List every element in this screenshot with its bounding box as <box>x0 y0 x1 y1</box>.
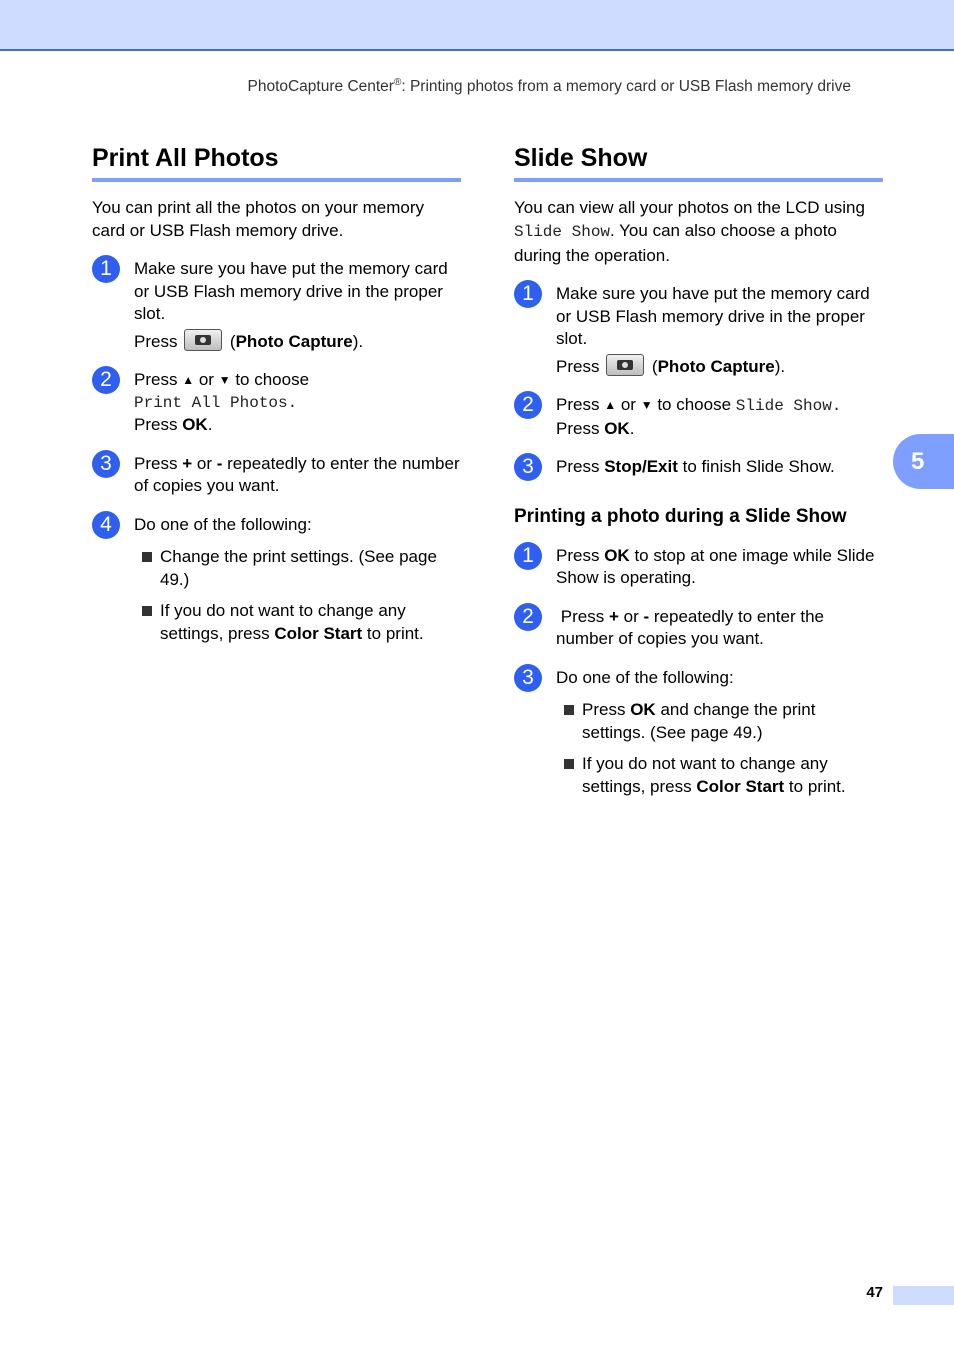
step-number: 3 <box>514 453 542 481</box>
page-number-bar <box>893 1286 954 1305</box>
down-arrow-icon: ▼ <box>218 373 231 388</box>
lcd-option: Slide Show. <box>735 397 842 416</box>
section-intro: You can view all your photos on the LCD using Slide Show. You can also choose a photo during the operation. <box>514 198 865 265</box>
camera-icon <box>184 329 222 351</box>
step-3: 3 Press Stop/Exit to finish Slide Show. <box>514 456 883 479</box>
step-1: 1 Make sure you have put the memory card or USB Flash memory drive in the proper slot. Press (Photo Capture). <box>514 283 883 378</box>
section-title: Slide Show <box>514 143 883 182</box>
sub-step-1: 1 Press OK to stop at one image while Slide Show is operating. <box>514 545 883 590</box>
step-number: 2 <box>514 603 542 631</box>
step-number: 1 <box>514 280 542 308</box>
section-title: Print All Photos <box>92 143 461 182</box>
step-2: 2 Press ▲ or ▼ to choose Slide Show. Press OK. <box>514 394 883 440</box>
step-number: 3 <box>514 664 542 692</box>
list-item: Press OK and change the print settings. (See page 49.) <box>556 699 883 744</box>
up-arrow-icon: ▲ <box>182 373 195 388</box>
step-number: 1 <box>514 542 542 570</box>
step-1: 1 Make sure you have put the memory card or USB Flash memory drive in the proper slot. Press (Photo Capture). <box>92 258 461 353</box>
step-number: 2 <box>514 391 542 419</box>
page-number: 47 <box>866 1284 883 1301</box>
lcd-option: Print All Photos. <box>134 393 298 412</box>
header-band <box>0 0 954 51</box>
square-bullet-icon <box>142 552 152 562</box>
running-header: PhotoCapture Center®: Printing photos from a memory card or USB Flash memory drive <box>247 77 851 96</box>
square-bullet-icon <box>564 705 574 715</box>
square-bullet-icon <box>564 759 574 769</box>
step-4: 4 Do one of the following: Change the print settings. (See page 49.) If you do not want to change any settings, press Color Start to print. <box>92 514 461 646</box>
sub-step-2: 2 Press + or - repeatedly to enter the number of copies you want. <box>514 606 883 651</box>
subsection-title: Printing a photo during a Slide Show <box>514 505 847 527</box>
print-all-photos-section <box>92 143 461 654</box>
step-2: 2 Press ▲ or ▼ to choose Print All Photos. Press OK. <box>92 369 461 437</box>
step-3: 3 Press + or - repeatedly to enter the number of copies you want. <box>92 453 461 498</box>
down-arrow-icon: ▼ <box>640 398 653 413</box>
list-item: Change the print settings. (See page 49.) <box>134 546 461 591</box>
slide-show-section <box>514 143 883 807</box>
section-intro: You can print all the photos on your memory card or USB Flash memory drive. <box>92 198 425 240</box>
sub-step-3: 3 Do one of the following: Press OK and change the print settings. (See page 49.) If you do not want to change any settings, press Color Start to print. <box>514 667 883 799</box>
step-number: 4 <box>92 511 120 539</box>
list-item: If you do not want to change any settings, press Color Start to print. <box>134 600 461 645</box>
square-bullet-icon <box>142 606 152 616</box>
step-number: 2 <box>92 366 120 394</box>
list-item: If you do not want to change any settings, press Color Start to print. <box>556 753 883 798</box>
step-number: 3 <box>92 450 120 478</box>
chapter-tab: 5 <box>893 434 954 489</box>
step-number: 1 <box>92 255 120 283</box>
up-arrow-icon: ▲ <box>604 398 617 413</box>
camera-icon <box>606 354 644 376</box>
